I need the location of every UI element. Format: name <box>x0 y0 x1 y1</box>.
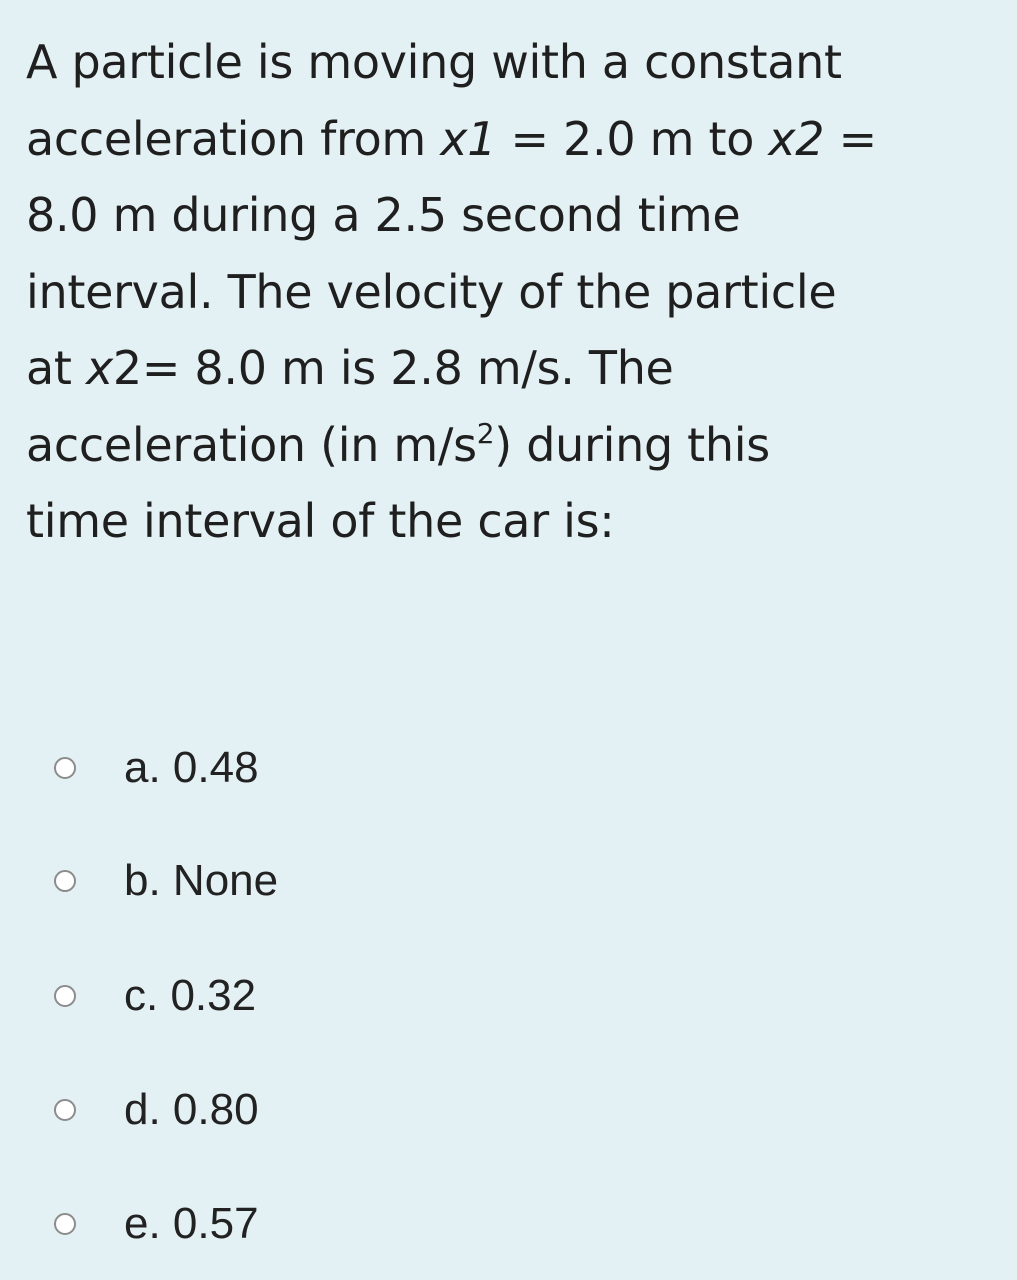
question-line: 8.0 m during a 2.5 second time <box>26 188 741 242</box>
question-line: time interval of the car is: <box>26 494 615 548</box>
variable-x1: x1 <box>440 111 497 166</box>
variable-x: x <box>85 341 113 395</box>
question-line: interval. The velocity of the particle <box>26 264 837 319</box>
radio-button-e[interactable] <box>54 1213 76 1235</box>
question-text <box>26 24 986 560</box>
option-e[interactable] <box>54 1196 259 1252</box>
option-b[interactable] <box>54 853 278 909</box>
radio-button-c[interactable] <box>54 985 76 1007</box>
option-label: b. None <box>124 856 279 905</box>
option-label: d. 0.80 <box>124 1085 259 1134</box>
question-line: acceleration (in $m/s^2$) during this <box>26 416 770 472</box>
option-c[interactable] <box>54 968 256 1024</box>
question-line: A particle is moving with a constant <box>26 35 842 89</box>
option-label: c. 0.32 <box>124 971 257 1020</box>
option-a[interactable] <box>54 740 259 796</box>
question-line: acceleration from x1 = 2.0 m to x2 = <box>26 111 877 166</box>
option-label: a. 0.48 <box>124 743 259 792</box>
superscript-2: 2 <box>476 416 495 450</box>
variable-x2: x2 <box>768 111 825 166</box>
option-label: e. 0.57 <box>124 1199 259 1248</box>
option-d[interactable] <box>54 1082 259 1138</box>
question-line: at x2= 8.0 m is 2.8 m/s. The <box>26 341 674 395</box>
radio-button-b[interactable] <box>54 870 76 892</box>
radio-button-a[interactable] <box>54 757 76 779</box>
radio-button-d[interactable] <box>54 1099 76 1121</box>
